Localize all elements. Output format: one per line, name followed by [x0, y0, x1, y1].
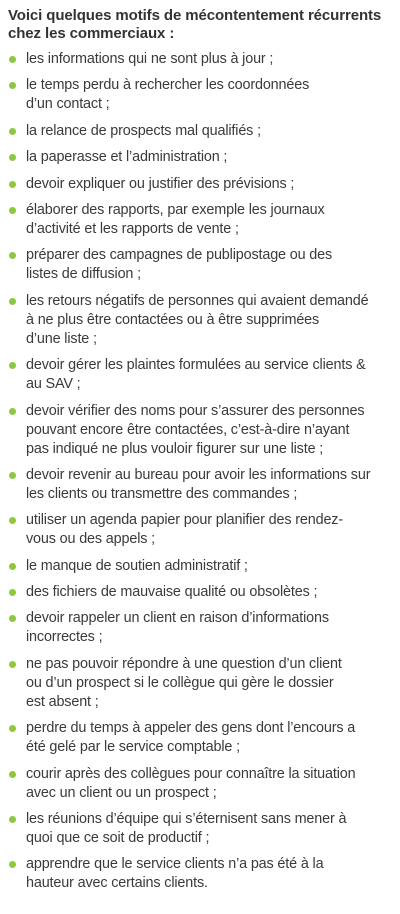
list-item — [8, 122, 394, 141]
list-item-line: la paperasse et l’administration ; — [26, 149, 228, 166]
list-item — [8, 557, 394, 576]
list-item-line: les informations qui ne sont plus à jour ; — [26, 51, 274, 67]
list-item — [8, 201, 394, 239]
list-item — [8, 719, 394, 757]
list-item-line: élaborer des rapports, par exemple les journaux — [26, 201, 325, 218]
bullet-dot-icon — [9, 252, 16, 259]
bullet-dot-icon — [9, 725, 16, 732]
bullet-dot-icon — [9, 861, 16, 868]
bullet-dot-icon — [9, 771, 16, 778]
list-item-line: le temps perdu à rechercher les coordonnées — [26, 77, 310, 94]
list-item — [8, 50, 394, 69]
list-item — [8, 356, 394, 394]
list-item-line: listes de diffusion ; — [26, 266, 141, 283]
list-item-line: au SAV ; — [26, 376, 81, 393]
list-item — [8, 810, 394, 848]
list-item-line: préparer des campagnes de publipostage ou des — [26, 247, 333, 264]
list-item — [8, 855, 394, 893]
bullet-dot-icon — [9, 298, 16, 305]
list-item — [8, 765, 394, 803]
list-item — [8, 246, 394, 284]
list-item-line: la relance de prospects mal qualifiés ; — [26, 122, 261, 139]
bullet-dot-icon — [9, 207, 16, 214]
list-item-line: les réunions d’équipe qui s’éternisent sans mener à — [26, 811, 347, 828]
list-item-line: devoir revenir au bureau pour avoir les informations sur — [26, 466, 371, 483]
bullet-dot-icon — [9, 181, 16, 188]
list-item-line: ne pas pouvoir répondre à une question d’un client — [26, 655, 342, 672]
list-item-line: vous ou des appels ; — [26, 531, 156, 548]
list-item-line: pouvant encore être contactées, c’est-à-dire n’ayant — [26, 421, 350, 438]
list-item-line: d’activité et les rapports de vente ; — [26, 220, 239, 237]
list-item-line: les clients ou transmettre des commandes ; — [26, 485, 298, 502]
heading-line: Voici quelques motifs de mécontentement récurrents — [8, 7, 382, 24]
bullet-dot-icon — [9, 816, 16, 823]
heading-line: chez les commerciaux : — [8, 25, 175, 42]
list-item-line: été gelé par le service comptable ; — [26, 739, 240, 756]
list-item-line: perdre du temps à appeler des gens dont l’encours a — [26, 720, 356, 737]
bullet-dot-icon — [9, 56, 16, 63]
list-item — [8, 292, 394, 349]
list-item — [8, 402, 394, 459]
intro-heading — [8, 7, 394, 43]
list-item — [8, 148, 394, 167]
list-item-line: quoi que ce soit de productif ; — [26, 830, 210, 847]
list-item-line: incorrectes ; — [26, 629, 103, 646]
list-item-line: devoir rappeler un client en raison d’informations — [26, 610, 329, 627]
list-item-line: avec un client ou un prospect ; — [26, 784, 217, 801]
list-item-line: à ne plus être contactées ou à être supprimées — [26, 311, 320, 328]
complaints-list — [8, 50, 394, 893]
bullet-dot-icon — [9, 615, 16, 622]
list-item-line: devoir expliquer ou justifier des prévisions ; — [26, 175, 295, 192]
list-item-line: le manque de soutien administratif ; — [26, 557, 248, 574]
list-item-line: apprendre que le service clients n’a pas été à la — [26, 856, 324, 873]
list-item — [8, 175, 394, 194]
list-item-line: pas indiqué ne plus vouloir figurer sur une liste ; — [26, 440, 324, 457]
bullet-dot-icon — [9, 563, 16, 570]
list-item-line: des fichiers de mauvaise qualité ou obsolètes ; — [26, 584, 318, 601]
bullet-dot-icon — [9, 408, 16, 415]
list-item-line: d’un contact ; — [26, 96, 110, 113]
bullet-dot-icon — [9, 472, 16, 479]
list-item — [8, 583, 394, 602]
list-item-line: devoir gérer les plaintes formulées au service clients & — [26, 357, 366, 374]
bullet-dot-icon — [9, 154, 16, 161]
list-item-line: d’une liste ; — [26, 330, 97, 347]
list-item-line: hauteur avec certains clients. — [26, 875, 208, 892]
list-item — [8, 466, 394, 504]
list-item-line: les retours négatifs de personnes qui avaient demandé — [26, 292, 369, 309]
list-item-line: utiliser un agenda papier pour planifier des rendez- — [26, 512, 343, 529]
list-item-line: est absent ; — [26, 693, 99, 710]
list-item-line: devoir vérifier des noms pour s’assurer des personnes — [26, 402, 365, 419]
list-item — [8, 511, 394, 549]
list-item-line: ou d’un prospect si le collègue qui gère le dossier — [26, 674, 334, 691]
list-item — [8, 655, 394, 712]
bullet-dot-icon — [9, 362, 16, 369]
list-item — [8, 609, 394, 647]
list-item-line: courir après des collègues pour connaître la situation — [26, 765, 356, 782]
bullet-dot-icon — [9, 128, 16, 135]
bullet-dot-icon — [9, 517, 16, 524]
list-item — [8, 76, 394, 114]
bullet-dot-icon — [9, 82, 16, 89]
bullet-dot-icon — [9, 589, 16, 596]
bullet-dot-icon — [9, 661, 16, 668]
